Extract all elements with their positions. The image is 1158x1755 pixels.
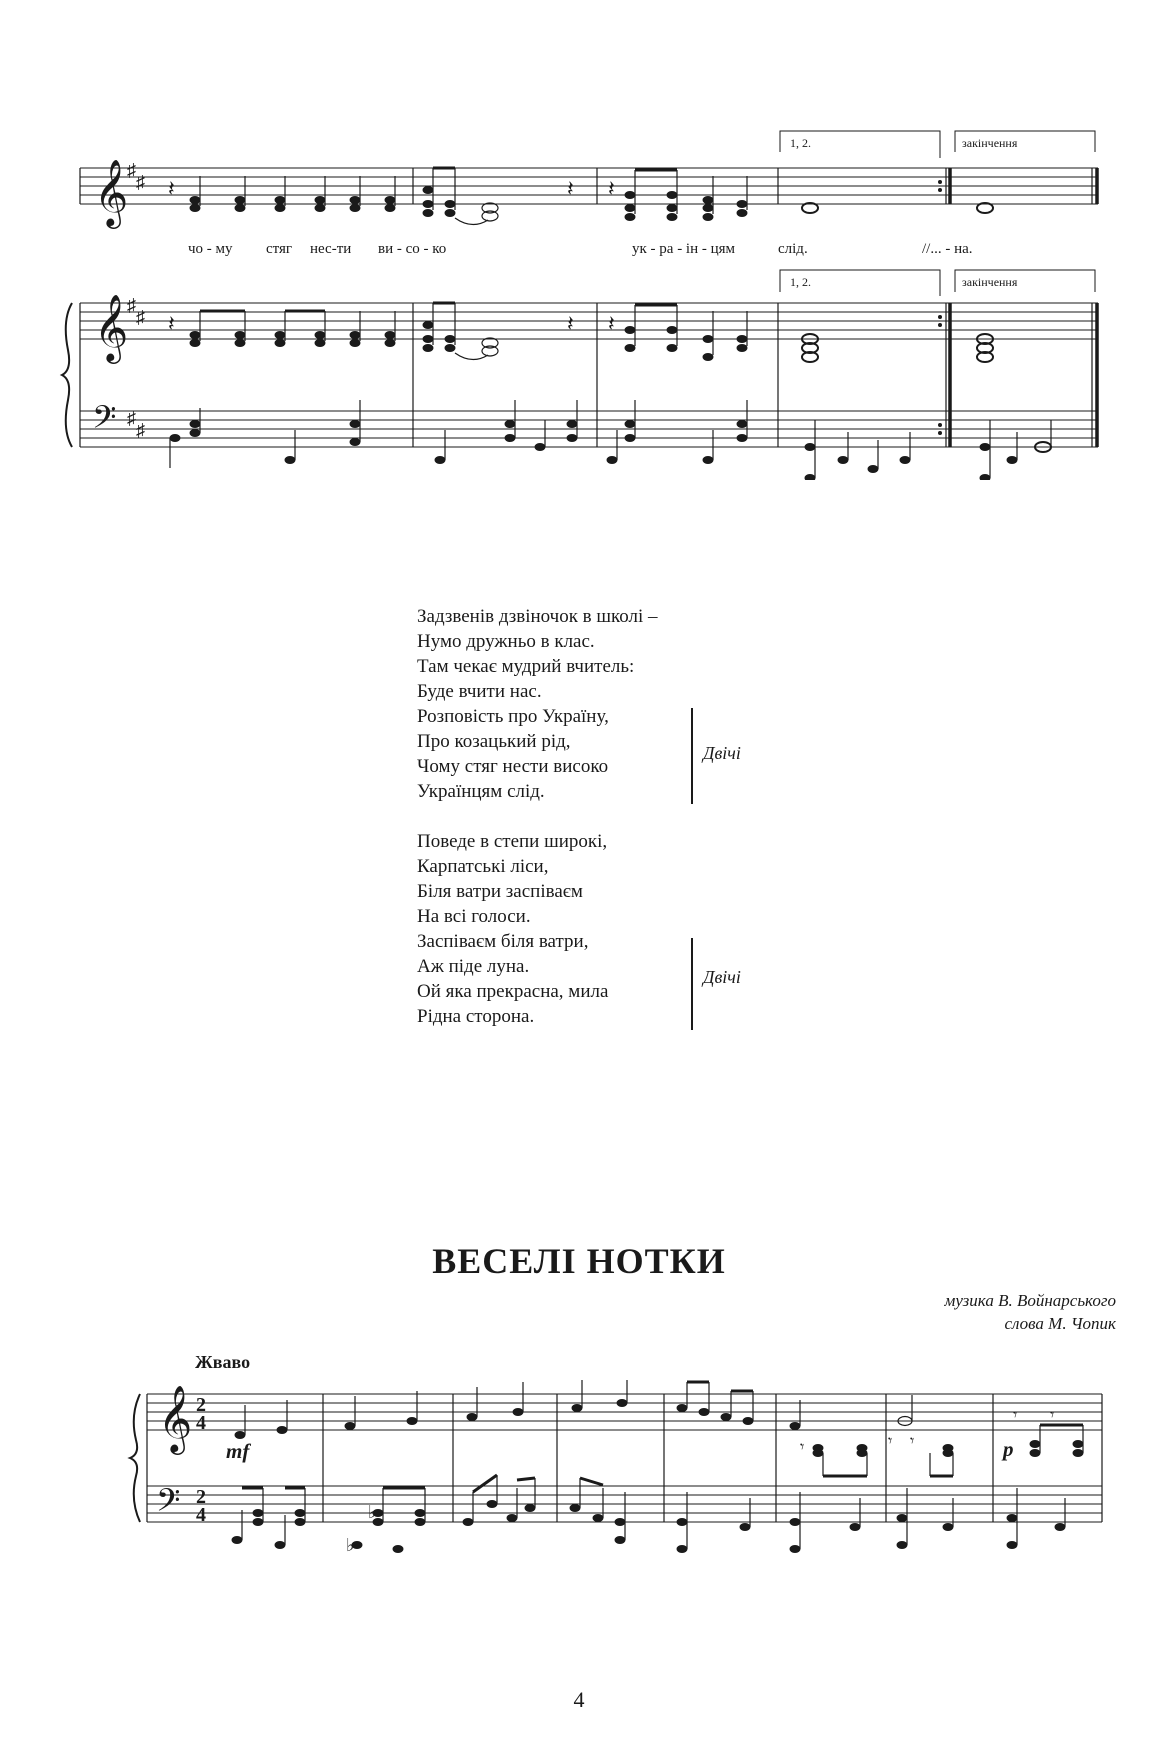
tempo-marking: Жваво bbox=[195, 1352, 251, 1372]
treble-staff bbox=[147, 1394, 1102, 1430]
volta-brackets bbox=[780, 131, 1095, 296]
flat-icon: ♭ bbox=[346, 1535, 355, 1555]
time-signature-denominator: 4 bbox=[196, 1412, 206, 1434]
repeat-bracket bbox=[691, 708, 693, 804]
repeat-label: Двічі bbox=[703, 967, 741, 987]
piano-treble-notes bbox=[168, 311, 748, 361]
words-credit: слова М. Чопик bbox=[1004, 1314, 1116, 1333]
svg-text:𝄾: 𝄾 bbox=[800, 1439, 805, 1456]
lyric-syllable: стяг bbox=[266, 241, 293, 257]
poem-line: Заспіваєм біля ватри, bbox=[417, 931, 589, 952]
svg-text:𝄾: 𝄾 bbox=[910, 1433, 915, 1450]
score-song2 bbox=[0, 1380, 1158, 1640]
volta-label: 1, 2. bbox=[790, 136, 811, 150]
svg-text:𝄽: 𝄽 bbox=[608, 311, 615, 336]
poem-line: Біля ватри заспіваєм bbox=[417, 881, 583, 902]
lyric-syllable: ви - со - ко bbox=[378, 241, 447, 257]
svg-text:𝄾: 𝄾 bbox=[1013, 1407, 1018, 1424]
dynamic-p: p bbox=[1003, 1437, 1014, 1461]
bass-clef-icon: 𝄢 bbox=[92, 401, 117, 443]
svg-text:𝄽: 𝄽 bbox=[567, 176, 574, 201]
time-signature-denominator: 4 bbox=[196, 1504, 206, 1526]
svg-text:𝄽: 𝄽 bbox=[608, 176, 615, 201]
volta-label: закінчення bbox=[962, 275, 1018, 289]
poem-line: На всі голоси. bbox=[417, 906, 531, 927]
dynamic-mf: mf bbox=[226, 1439, 250, 1463]
poem-line: Буде вчити нас. bbox=[417, 681, 542, 702]
barlines-song2 bbox=[323, 1394, 1102, 1522]
piano-bass-staff bbox=[80, 411, 1098, 447]
time-signature-numerator: 2 bbox=[196, 1486, 206, 1508]
svg-text:𝄽: 𝄽 bbox=[168, 176, 175, 201]
poem-line: Там чекає мудрий вчитель: bbox=[417, 656, 635, 677]
sharp-icon: ♯ bbox=[127, 408, 136, 428]
bass-notes bbox=[232, 1500, 1066, 1555]
poem-line: Нумо дружньо в клас. bbox=[417, 631, 595, 652]
time-signature-numerator: 2 bbox=[196, 1394, 206, 1416]
treble-clef-icon: 𝄞 bbox=[94, 295, 129, 360]
repeat-bracket bbox=[691, 938, 693, 1030]
stanza-1 bbox=[417, 604, 658, 804]
lyric-syllable: //... - на. bbox=[922, 241, 973, 257]
voice-notes bbox=[168, 176, 748, 221]
repeat-dots bbox=[938, 180, 942, 435]
treble-clef-icon: 𝄞 bbox=[158, 1386, 193, 1451]
lyric-syllable: нес-ти bbox=[310, 241, 352, 257]
lyric-syllable: чо - му bbox=[188, 241, 233, 257]
svg-text:𝄾: 𝄾 bbox=[888, 1433, 893, 1450]
poem-line: Задзвенів дзвіночок в школі – bbox=[417, 606, 658, 627]
music-credit: музика В. Войнарського bbox=[944, 1291, 1116, 1310]
score-song1 bbox=[0, 0, 1158, 480]
treble-clef-icon: 𝄞 bbox=[94, 160, 129, 225]
sharp-icon: ♯ bbox=[127, 295, 136, 315]
voice-staff bbox=[80, 168, 1098, 204]
song-title: ВЕСЕЛІ НОТКИ bbox=[432, 1241, 726, 1281]
bass-clef-icon: 𝄢 bbox=[156, 1484, 181, 1526]
poem-line: Карпатські ліси, bbox=[417, 856, 549, 877]
poem-line: Рідна сторона. bbox=[417, 1006, 535, 1027]
poem-line: Поведе в степи широкі, bbox=[417, 831, 608, 852]
svg-text:𝄽: 𝄽 bbox=[567, 311, 574, 336]
poem-line: Ой яка прекрасна, мила bbox=[417, 981, 609, 1002]
svg-text:𝄾: 𝄾 bbox=[1050, 1407, 1055, 1424]
sharp-icon: ♯ bbox=[136, 172, 145, 192]
piano-treble-staff bbox=[80, 303, 1098, 339]
svg-text:𝄽: 𝄽 bbox=[168, 311, 175, 336]
volta-label: закінчення bbox=[962, 136, 1018, 150]
repeat-label: Двічі bbox=[703, 743, 741, 763]
poem bbox=[417, 604, 658, 1029]
lyric-syllable: ук - ра - ін - цям bbox=[632, 241, 736, 257]
treble-notes bbox=[235, 1399, 1084, 1457]
stanza-2 bbox=[417, 829, 658, 1029]
page-number: 4 bbox=[573, 1687, 585, 1712]
poem-line: Українцям слід. bbox=[417, 781, 545, 802]
sharp-icon: ♯ bbox=[136, 307, 145, 327]
poem-line: Про козацький рід, bbox=[417, 731, 571, 752]
flat-icon: ♭ bbox=[368, 1502, 377, 1522]
sharp-icon: ♯ bbox=[136, 420, 145, 440]
poem-line: Розповість про Україну, bbox=[417, 706, 609, 727]
poem-line: Аж піде луна. bbox=[417, 956, 530, 977]
sharp-icon: ♯ bbox=[127, 160, 136, 180]
volta-label: 1, 2. bbox=[790, 275, 811, 289]
poem-line: Чому стяг нести високо bbox=[417, 756, 609, 777]
lyric-syllable: слід. bbox=[778, 241, 808, 257]
